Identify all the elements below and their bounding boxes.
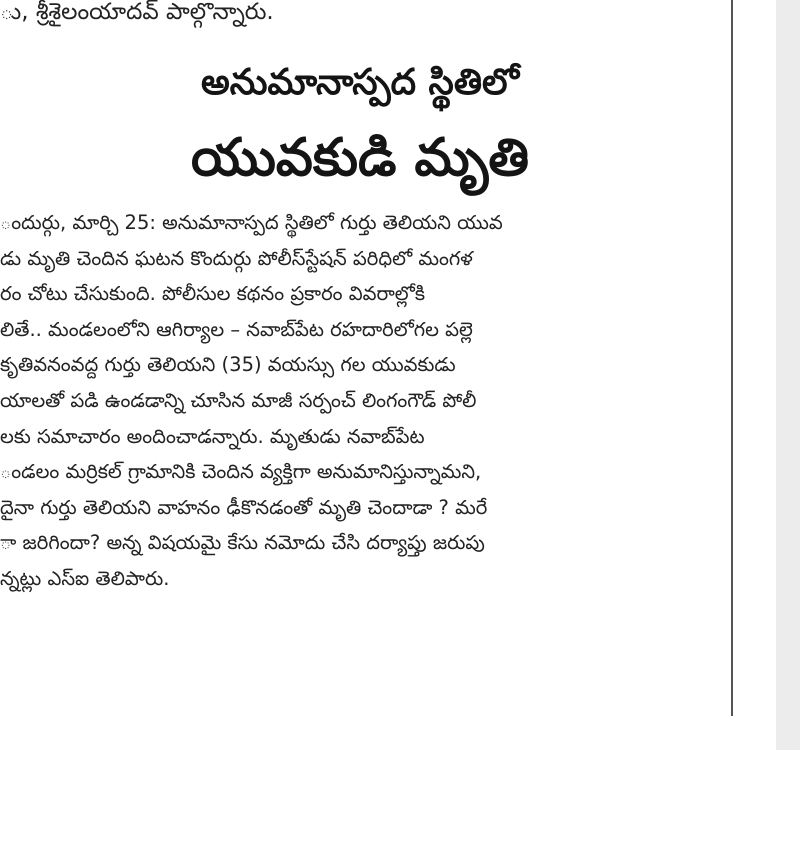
body-line: యాలతో పడి ఉండడాన్ని చూసిన మాజీ సర్పంచ్ లింగంగౌడ్ పోలీ [0,388,477,412]
body-line: లితే.. మండలంలోని ఆగిర్యాల – నవాబ్‌పేట రహదారిలోగల పల్లె [0,317,473,341]
article-body [0,205,720,597]
headline-line-1: అనుమానాస్పద స్థితిలో [200,62,520,103]
body-line: ా జరిగిందా? అన్న విషయమై కేసు నమోదు చేసి దర్యాప్తు జరుపు [0,531,485,555]
column-divider [731,0,733,716]
body-line: ందుర్గు, మార్చి 25: అనుమానాస్పద స్థితిలో గుర్తు తెలియని యువ [0,211,503,234]
body-line: డు మృతి చెందిన ఘటన కొందుర్గు పోలీస్‌స్టేషన్ పరిధిలో మంగళ [0,246,473,270]
headline-line-2: యువకుడి మృతి [190,128,529,188]
body-line: న్నట్లు ఎస్ఐ తెలిపారు. [0,566,170,590]
body-line: లకు సమాచారం అందించాడన్నారు. మృతుడు నవాబ్‌పేట [0,424,425,448]
body-line: కృతివనంవద్ద గుర్తు తెలియని (35) వయస్సు గల యువకుడు [0,353,456,377]
previous-article-tail: ు, శ్రీశైలంయాదవ్ పాల్గొన్నారు. [0,0,274,25]
body-line: రం చోటు చేసుకుంది. పోలీసుల కథనం ప్రకారం వివరాల్లోకి [0,282,426,306]
page-margin-strip [776,0,800,750]
body-line: ండలం మర్రికల్ గ్రామానికి చెందిన వ్యక్తిగా అనుమానిస్తున్నామని, [0,460,482,484]
body-line: దైనా గుర్తు తెలియని వాహనం ఢీకొనడంతో మృతి చెందాడా ? మరే [0,495,488,519]
